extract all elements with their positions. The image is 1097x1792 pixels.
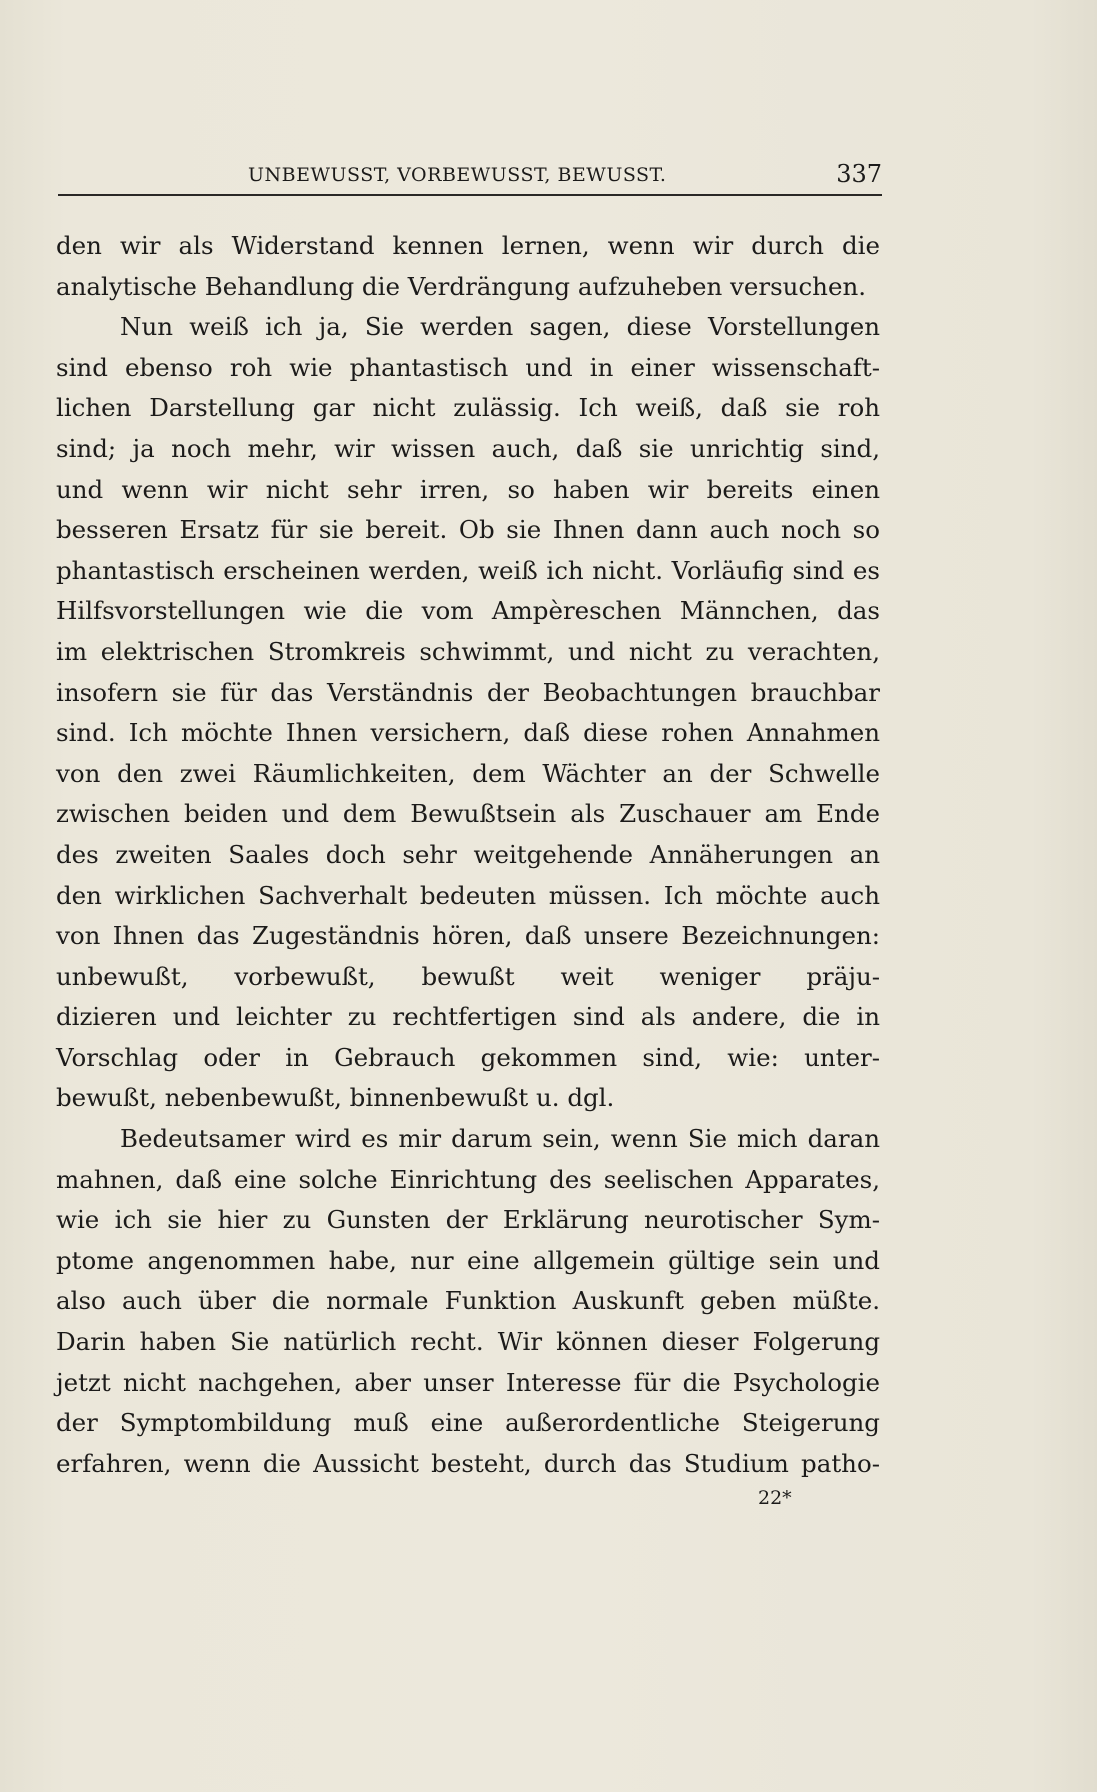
text-line: sind. Ich möchte Ihnen versichern, daß diese rohen Annahmen (56, 718, 880, 748)
text-line: dizieren und leichter zu rechtfertigen sind als andere, die in (56, 1002, 880, 1032)
text-line: von Ihnen das Zugeständnis hören, daß unsere Bezeichnungen: (56, 921, 880, 951)
text-line: jetzt nicht nachgehen, aber unser Interesse für die Psychologie (56, 1367, 880, 1397)
text-line: Hilfsvorstellungen wie die vom Ampèreschen Männchen, das (56, 596, 880, 626)
text-line: Vorschlag oder in Gebrauch gekommen sind, wie: unter- (56, 1042, 880, 1072)
text-line: insofern sie für das Verständnis der Beobachtungen brauchbar (56, 677, 880, 707)
text-line: den wir als Widerstand kennen lernen, wenn wir durch die (56, 231, 880, 260)
text-line: zwischen beiden und dem Bewußtsein als Zuschauer am Ende (56, 799, 880, 829)
text-line: und wenn wir nicht sehr irren, so haben wir bereits einen (56, 474, 880, 504)
text-line: erfahren, wenn die Aussicht besteht, durch das Studium patho- (56, 1448, 880, 1478)
text-line: wie ich sie hier zu Gunsten der Erklärung neurotischer Sym- (56, 1205, 880, 1235)
text-line: sind; ja noch mehr, wir wissen auch, daß sie unrichtig sind, (56, 433, 880, 463)
signature-mark: 22* (758, 1487, 792, 1509)
text-line: des zweiten Saales doch sehr weitgehende Annäherungen an (56, 839, 880, 869)
header-rule (58, 194, 882, 196)
text-line: bewußt, nebenbewußt, binnenbewußt u. dgl. (56, 1083, 615, 1113)
text-line: der Symptombildung muß eine außerordentliche Steigerung (56, 1408, 880, 1438)
text-line: Darin haben Sie natürlich recht. Wir können dieser Folgerung (56, 1327, 880, 1357)
text-line: lichen Darstellung gar nicht zulässig. Ich weiß, daß sie roh (56, 393, 880, 423)
text-line: ptome angenommen habe, nur eine allgemein gültige sein und (56, 1245, 880, 1275)
text-line: den wirklichen Sachverhalt bedeuten müssen. Ich möchte auch (56, 880, 880, 910)
body-text (56, 226, 880, 1484)
text-line: also auch über die normale Funktion Auskunft geben müßte. (56, 1286, 880, 1316)
text-line: von den zwei Räumlichkeiten, dem Wächter an der Schwelle (56, 758, 880, 788)
text-line: Bedeutsamer wird es mir darum sein, wenn Sie mich daran (120, 1124, 880, 1154)
text-line: analytische Behandlung die Verdrängung aufzuheben versuchen. (56, 271, 867, 301)
page-number: 337 (836, 160, 882, 188)
running-head-title: UNBEWUSST, VORBEWUSST, BEWUSST. (248, 164, 667, 186)
text-line: im elektrischen Stromkreis schwimmt, und nicht zu verachten, (56, 636, 880, 666)
text-line: Nun weiß ich ja, Sie werden sagen, diese Vorstellungen (120, 312, 880, 342)
text-line: mahnen, daß eine solche Einrichtung des seelischen Apparates, (56, 1164, 880, 1194)
text-line: phantastisch erscheinen werden, weiß ich nicht. Vorläufig sind es (56, 555, 880, 585)
text-line: sind ebenso roh wie phantastisch und in einer wissenschaft- (56, 352, 880, 382)
text-line: besseren Ersatz für sie bereit. Ob sie Ihnen dann auch noch so (56, 515, 880, 545)
running-head (58, 160, 882, 198)
text-line: unbewußt, vorbewußt, bewußt weit weniger präju- (56, 961, 880, 991)
